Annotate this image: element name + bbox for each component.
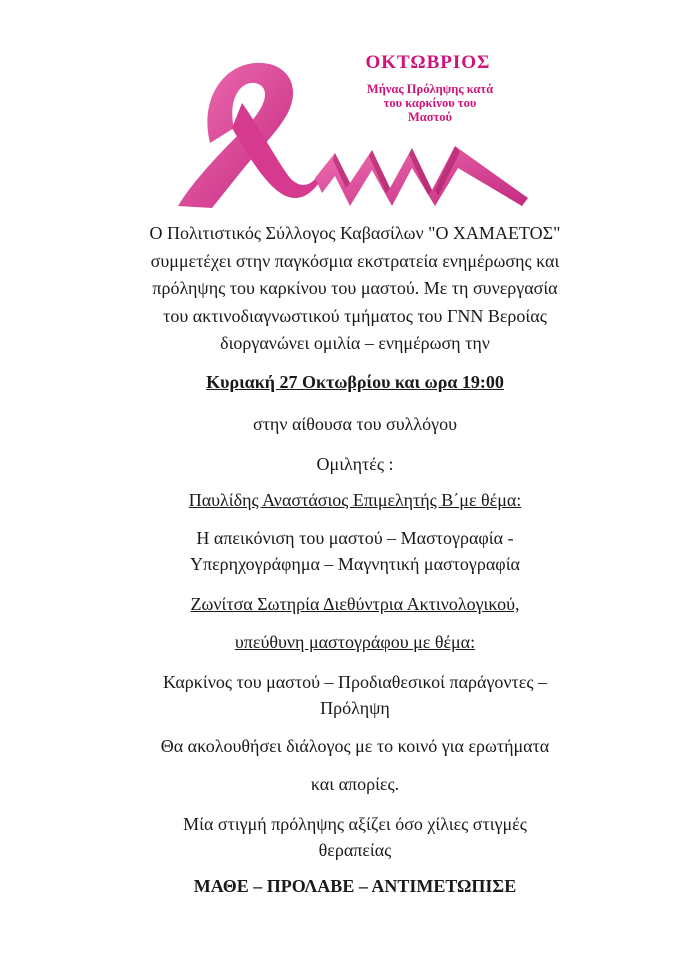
- speaker2-topic-line: Πρόληψη: [320, 698, 390, 718]
- intro-line: του ακτινοδιαγνωστικού τμήματος του ΓΝΝ Βεροίας: [163, 305, 547, 326]
- speaker1-topic-line: Η απεικόνιση του μαστού – Μαστογραφία -: [196, 528, 514, 548]
- speaker2-name: [40, 594, 670, 615]
- subtitle-line: Μαστού: [407, 110, 453, 124]
- subtitle-line: Μήνας Πρόληψης κατά: [366, 82, 494, 96]
- event-date: [40, 372, 670, 393]
- quote-line: θεραπείας: [318, 840, 392, 860]
- speaker2-role-text: υπεύθυνη μαστογράφου με θέμα:: [234, 632, 476, 652]
- venue-text: στην αίθουσα του συλλόγου: [252, 414, 457, 434]
- subtitle-line: του καρκίνου του: [383, 96, 477, 110]
- speaker1-topic-line: Υπερηχογράφημα – Μαγνητική μαστογραφία: [190, 554, 520, 574]
- dialogue-line: και απορίες.: [310, 774, 400, 794]
- quote-line: Μία στιγμή πρόληψης αξίζει όσο χίλιες στιγμές: [183, 814, 527, 834]
- intro-line: Ο Πολιτιστικός Σύλλογος Καβασίλων "Ο ΧΑΜΑΕΤΟΣ": [149, 223, 561, 243]
- speaker1-name: [40, 490, 670, 511]
- dialogue-line: Θα ακολουθήσει διάλογος με το κοινό για ερωτήματα: [160, 736, 550, 756]
- intro-line: διοργανώνει ομιλία – ενημέρωση την: [220, 333, 490, 353]
- month-title: ΟΚΤΩΒΡΙΟΣ: [365, 52, 491, 73]
- speaker2-topic-line: Καρκίνος του μαστού – Προδιαθεσικοί παράγοντες –: [163, 672, 547, 692]
- month-subtitle: [350, 82, 510, 124]
- event-date-text: Κυριακή 27 Οκτωβρίου και ωρα 19:00: [206, 372, 504, 392]
- speaker2-role: [40, 632, 670, 653]
- speakers-heading: Ομιλητές :: [316, 454, 394, 474]
- speaker2-name-text: Ζωνίτσα Σωτηρία Διεθύντρια Ακτινολογικού,: [190, 594, 520, 614]
- intro-paragraph: [60, 220, 650, 358]
- slogan: ΜΑΘΕ – ΠΡΟΛΑΒΕ – ΑΝΤΙΜΕΤΩΠΙΣΕ: [193, 876, 517, 896]
- speaker1-name-text: Παυλίδης Αναστάσιος Επιμελητής Β΄με θέμα:: [188, 490, 522, 510]
- intro-line: πρόληψης του καρκίνου του μαστού. Με τη συνεργασία: [152, 278, 558, 298]
- intro-line: συμμετέχει στην παγκόσμια εκστρατεία ενημέρωσης και: [150, 250, 560, 271]
